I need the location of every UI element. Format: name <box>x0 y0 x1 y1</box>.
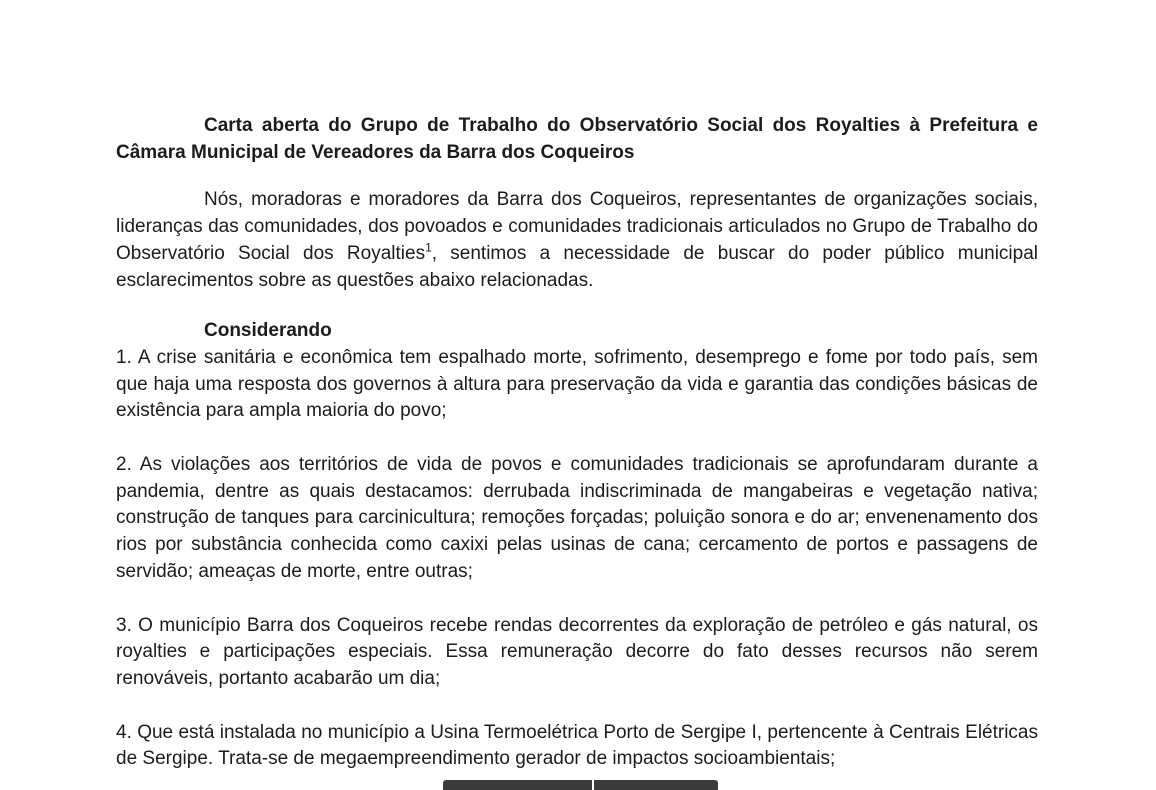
toolbar-left-segment[interactable] <box>443 780 592 790</box>
list-item-2: 2. As violações aos territórios de vida de povos e comunidades tradicionais se aprofundaram durante a pandemia, dentre as quais destacamos: derrubada indiscriminada de mangabeiras e vegetação nativa; construção de tanques para carcinicultura; remoções forçadas; poluição sonora e do ar; envenenamento dos rios por substância conhecida como caxixi pelas usinas de cana; cercamento de portos e passagens de servidão; ameaças de morte, entre outras; <box>116 454 1038 582</box>
list-item-4: 4. Que está instalada no município a Usina Termoelétrica Porto de Sergipe I, pertencente à Centrais Elétricas de Sergipe. Trata-se de megaempreendimento gerador de impactos socioambientais; <box>116 721 1038 770</box>
intro-paragraph <box>116 187 1038 294</box>
intro-text-before-footnote: Nós, moradoras e moradores da Barra dos Coqueiros, representantes de organizações sociais, lideranças das comunidades, dos povoados e comunidades tradicionais articulados no Grupo de Trabalho do Observatório Social dos Royalties <box>116 189 1038 264</box>
considerando-heading: Considerando <box>204 320 332 342</box>
pdf-floating-toolbar[interactable] <box>443 780 718 790</box>
list-item-3: 3. O município Barra dos Coqueiros recebe rendas decorrentes da exploração de petróleo e gás natural, os royalties e participações especiais. Essa remuneração decorre do fato desses recursos não serem renováveis, portanto acabarão um dia; <box>116 614 1038 689</box>
footnote-marker: 1 <box>425 240 432 255</box>
intro-text-after-footnote: , sentimos a necessidade de buscar do poder público municipal esclarecimentos sobre as questões abaixo relacionadas. <box>116 242 1038 291</box>
document-content <box>116 0 1038 773</box>
toolbar-right-segment[interactable] <box>594 780 718 790</box>
list-item-1: 1. A crise sanitária e econômica tem espalhado morte, sofrimento, desemprego e fome por todo país, sem que haja uma resposta dos governos à altura para preservação da vida e garantia das condições básicas de existência para ampla maioria do povo; <box>116 346 1038 422</box>
document-title: Carta aberta do Grupo de Trabalho do Observatório Social dos Royalties à Prefeitura e Câmara Municipal de Vereadores da Barra dos Coqueiros <box>116 115 1038 163</box>
